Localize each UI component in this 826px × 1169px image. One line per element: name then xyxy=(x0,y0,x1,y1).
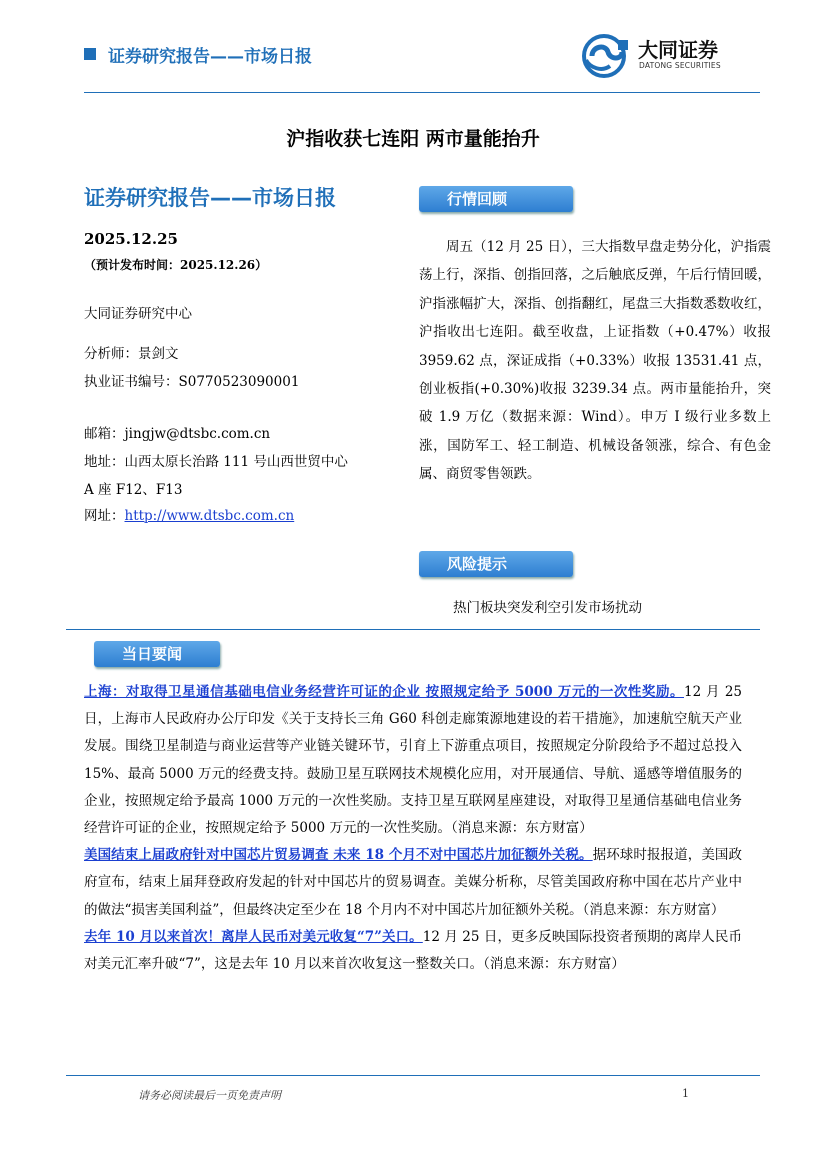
header-square-icon xyxy=(84,48,96,60)
logo-english-name: DATONG SECURITIES xyxy=(639,61,721,70)
institute: 大同证券研究中心 xyxy=(84,306,192,322)
company-logo xyxy=(582,32,762,82)
news-item xyxy=(84,924,742,978)
website-link[interactable]: http://www.dtsbc.com.cn xyxy=(124,508,295,524)
header-title: 证券研究报告——市场日报 xyxy=(108,47,312,67)
report-type: 证券研究报告——市场日报 xyxy=(84,186,336,210)
news-body: 12 月 25 日，更多反映国际投资者预期的离岸人民币对美元汇率升破“7”，这是去年 10 月以来首次收复这一整数关口。（消息来源：东方财富） xyxy=(84,928,742,973)
website-label: 网址： xyxy=(84,508,125,524)
market-review-text: 周五（12 月 25 日），三大指数早盘走势分化，沪指震荡上行，深指、创指回落，之后触底反弹，午后行情回暖，沪指涨幅扩大，深指、创指翻红，尾盘三大指数悉数收红，沪指收出七连阳。截至收盘，上证指数（+0.47%）收报 3959.62 点，深证成指（+0.33%）收报 13531.41 点，创业板指(+0.30%)收报 3239.34 点。两市量能抬升，突破 1.9 万亿（数据来源：Wind）。申万 I 级行业多数上涨，国防军工、轻工制造、机械设备领涨，综合、有色金属、商贸零售领跌。 xyxy=(419,239,771,483)
news-item xyxy=(84,842,742,924)
section-news: 当日要闻 xyxy=(94,641,220,667)
address-line-1: 地址：山西太原长治路 111 号山西世贸中心 xyxy=(84,454,348,470)
analyst: 分析师：景剑文 xyxy=(84,346,179,362)
page-header xyxy=(84,40,760,96)
email: 邮箱：jingjw@dtsbc.com.cn xyxy=(84,426,271,442)
report-info xyxy=(84,182,404,524)
section-market-review: 行情回顾 xyxy=(419,186,573,212)
publish-date: （预计发布时间：2025.12.26） xyxy=(84,258,268,272)
section-risk: 风险提示 xyxy=(419,551,573,577)
report-title: 沪指收获七连阳 两市量能抬升 xyxy=(286,128,540,150)
news-headline[interactable]: 美国结束上届政府针对中国芯片贸易调查 未来 18 个月不对中国芯片加征额外关税。 xyxy=(84,847,593,864)
header-divider xyxy=(84,92,760,93)
datong-logo-icon xyxy=(582,34,632,78)
news-body: 12 月 25 日，上海市人民政府办公厅印发《关于支持长三角 G60 科创走廊策源地建设的若干措施》，加速航空航天产业发展。围绕卫星制造与商业运营等产业链关键环节，引育上下游重点项目，按照规定分阶段给予不超过总投入 15%、最高 5000 万元的经费支持。鼓励卫星互联网技术规模化应用，对开展通信、导航、遥感等增值服务的企业，按照规定给予最高 1000 万元的一次性奖励。支持卫星互联网星座建设，对取得卫星通信基础电信业务经营许可证的企业，按照规定给予 5000 万元的一次性奖励。（消息来源：东方财富） xyxy=(84,684,742,837)
footer-disclaimer: 请务必阅读最后一页免责声明 xyxy=(138,1089,281,1102)
news-headline[interactable]: 上海：对取得卫星通信基础电信业务经营许可证的企业 按照规定给予 5000 万元的一次性奖励。 xyxy=(84,684,684,700)
license-number: 执业证书编号：S0770523090001 xyxy=(84,374,300,390)
logo-name: 大同证券 xyxy=(638,38,718,62)
footer-divider xyxy=(66,1075,760,1076)
risk-text: 热门板块突发利空引发市场扰动 xyxy=(453,600,642,616)
page-number: 1 xyxy=(682,1087,689,1100)
news-item xyxy=(84,679,742,842)
report-date: 2025.12.25 xyxy=(84,230,178,248)
website-row xyxy=(84,504,294,524)
news-headline[interactable]: 去年 10 月以来首次！离岸人民币对美元收复“7”关口。 xyxy=(84,928,423,945)
address-line-2: A 座 F12、F13 xyxy=(84,482,183,498)
news-list xyxy=(84,679,742,978)
news-body: 据环球时报报道，美国政府宣布，结束上届拜登政府发起的针对中国芯片的贸易调查。美媒分析称，尽管美国政府称中国在芯片产业中的做法“损害美国利益”，但最终决定至少在 18 个月内不对中国芯片加征额外关税。（消息来源：东方财富） xyxy=(84,847,742,918)
section-divider xyxy=(66,629,760,630)
